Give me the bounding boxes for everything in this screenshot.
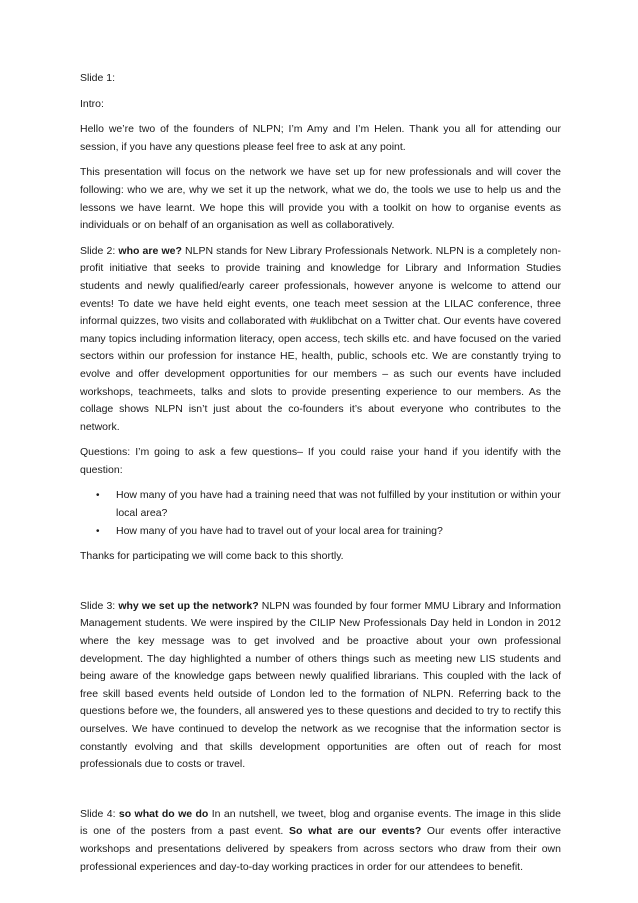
intro-paragraph: Hello we’re two of the founders of NLPN; I’m Amy and I’m Helen. Thank you all for attending our session, if you have any questions please feel free to ask at any point. — [80, 123, 561, 153]
slide4-paragraph — [80, 806, 561, 876]
slide1-heading: Slide 1: — [80, 72, 116, 84]
slide3-bold-heading: why we set up the network? — [118, 599, 259, 612]
questions-list — [80, 487, 561, 540]
slide2-body: NLPN stands for New Library Professionals Network. NLPN is a completely non-profit initiative that seeks to provide training and knowledge for Library and Information Studies students and newly qualified/early career professionals, however anyone is welcome to attend our events! To date we have held eight events, one teach meet session at the LILAC conference, three informal quizzes, two visits and collaborated with #uklibchat on a Twitter chat. Our events have covered many topics including information literacy, open access, tech skills etc. and have focused on the varied sectors within our profession for instance HE, health, public, schools etc. We are constantly trying to evolve and offer development opportunities for our members – as such our events have included workshops, teachmeets, talks and slots to provide presenting experience to our members. As the collage shows NLPN isn’t just about the co-founders it’s about everyone who contributes to the network. — [80, 244, 561, 433]
thanks-line: Thanks for participating we will come back to this shortly. — [80, 550, 344, 563]
question-item — [96, 487, 561, 522]
overview-paragraph: This presentation will focus on the network we have set up for new professionals and will cover the following: who we are, why we set it up the network, what we do, the tools we use to help us and the lessons we have learnt. We hope this will provide you with a toolkit on how to organise events as individuals or on behalf of an organisation as well as collaboratively. — [80, 166, 561, 232]
question-item — [96, 523, 561, 541]
slide3-body: NLPN was founded by four former MMU Library and Information Management students. We were inspired by the CILIP New Professionals Day held in London in 2012 where the key message was to get involved and be proactive about your own professional development. The day highlighted a number of others things such as meeting new LIS students and being aware of the knowledge gaps between newly qualified librarians. This coupled with the lack of free skill based events held outside of London led to the formation of NLPN. Referring back to the questions before we, the founders, all answered yes to these questions and decided to try to rectify this ourselves. We have continued to develop the network as we recognise that the information sector is constantly evolving and that skills development opportunities are often out of reach for most professionals due to costs or travel. — [80, 599, 561, 771]
slide4-bold-heading: so what do we do — [118, 807, 209, 820]
slide4-body-2: Our events offer interactive workshops and presentations delivered by speakers from across sectors who draw from their own professional experiences and day-to-day working practices in order for our attendees to benefit. — [80, 825, 561, 873]
intro-label: Intro: — [80, 97, 104, 110]
slide2-paragraph — [80, 243, 561, 437]
slide4-prefix: Slide 4: — [80, 807, 119, 820]
bullet-icon: • — [96, 525, 100, 537]
bullet-icon: • — [96, 490, 100, 502]
question-text: How many of you have had a training need that was not fulfilled by your institution or within your local area? — [116, 489, 561, 520]
slide4-body-1: In an nutshell, we tweet, blog and organise events. The image in this slide is one of the posters from a past event. — [80, 807, 561, 838]
questions-intro: Questions: I’m going to ask a few questions– If you could raise your hand if you identify with the question: — [80, 446, 561, 476]
slide4-bold-question: So what are our events? — [289, 825, 422, 838]
slide3-prefix: Slide 3: — [80, 599, 119, 612]
question-text: How many of you have had to travel out of your local area for training? — [116, 524, 443, 537]
slide2-prefix: Slide 2: — [80, 244, 119, 257]
slide2-bold-heading: who are we? — [118, 244, 182, 257]
document-body — [80, 70, 561, 884]
slide3-paragraph — [80, 598, 561, 774]
